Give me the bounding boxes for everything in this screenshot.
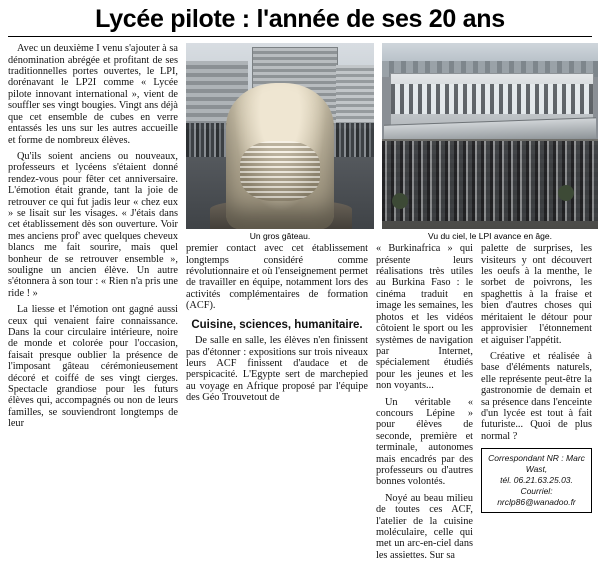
photo-caption: Vu du ciel, le LPI avance en âge.	[428, 231, 552, 242]
photo-aerial	[382, 43, 598, 229]
paragraph: palette de surprises, les visiteurs y ont découvert les oeufs à la menthe, le sorbet de poivrons, les spaghettis à la fraise et bien d'autres choses qui méritaient le détour pour approvisier l'étonnement et aiguiser l'appétit.	[481, 243, 592, 346]
contact-email: Courriel: nrclp86@wanadoo.fr	[497, 486, 576, 508]
section-subhead: Cuisine, sciences, humanitaire.	[191, 318, 363, 331]
paragraph: « Burkinafrica » qui présente leurs réalisations très utiles au Burkina Faso : le cinéma traduit en image les semaines, les photos et les vidéos côtoient le sport ou les systèmes de navigation par Internet, spécialement étudiés pour les jeunes et les non voyants...	[376, 243, 473, 392]
paragraph: La liesse et l'émotion ont gagné aussi ceux qui venaient faire connaissance. Dans la cour circulaire intérieure, noire de monde et colorée pour l'occasion, faisait presque oublier la présence de l'imposant gâteau cérémonieusement décoré et coiffé de ses vingt cierges. Spectacle grandiose pour les futurs élèves qui, accompagnés ou non de leurs familles, se souviendront longtemps de leur	[8, 304, 178, 430]
crowd-region	[382, 141, 598, 221]
header-divider	[8, 36, 592, 37]
page-title: Lycée pilote : l'année de ses 20 ans	[95, 5, 505, 33]
paragraph: Qu'ils soient anciens ou nouveaux, professeurs et lycéens s'étaient donné rendez-vous pour fêter cet anniversaire. L'émotion était grande, tant la joie de retrouver ce qui fut jadis leur « chez eux » se lisait sur les visages. « J'étais dans cet établissement dès son ouverture. Voir mes anciens prof' avec quelques cheveux blancs me fait sourire, mais quel bonheur de se retrouver ensemble », souligne un ancien élève. Un autre s'étonnera à son tour : « Rien n'a pris une ride ! »	[8, 150, 178, 299]
article-columns	[8, 43, 592, 561]
contact-name: Correspondant NR : Marc Wast,	[488, 453, 585, 475]
column-one	[8, 43, 186, 434]
building-tower-secondary	[336, 65, 374, 131]
column-three-left	[376, 243, 481, 566]
photo-cake	[186, 43, 374, 229]
column-three-right	[481, 243, 592, 513]
paragraph: Un véritable « concours Lépine » pour élèves de seconde, première et terminale, autonomes mais encadrés par des professeurs ou d'autres bonnes volontés.	[376, 396, 473, 488]
paragraph: Avec un deuxième I venu s'ajouter à sa dénomination abrégée et profitant de ses traditionnelles portes ouvertes, le LPI, dorénavant le LP2I comme « Lycée pilote innovant international », vient de souffler ses vingt bougies. Vingt ans déjà que cet ensemble de cubes en verre entassés les uns sur les autres accueille et forme de nombreux élèves.	[8, 43, 178, 146]
cake-sculpture	[226, 83, 334, 229]
photo-block-cake	[186, 43, 374, 241]
photo-block-aerial	[382, 43, 598, 241]
paragraph: premier contact avec cet établissement longtemps considéré comme révolutionnaire et où l'enseignement permet de travailler en équipe, notamment lors des activités complémentaires de formation (ACF).	[186, 243, 368, 312]
paragraph: Créative et réalisée à base d'éléments naturels, elle représente peut-être la gastronomie de demain et sa présence dans l'enceinte d'un lycée est tout à fait futuriste... Quoi de plus normal ?	[481, 350, 592, 442]
contact-phone: tél. 06.21.63.25.03.	[500, 475, 573, 486]
paragraph: Noyé au beau milieu de toutes ces ACF, l'atelier de la cuisine moléculaire, celle qui met un arc-en-ciel dans les assiettes. Sur sa	[376, 492, 473, 561]
paragraph: De salle en salle, les élèves n'en finissent pas d'étonner : expositions sur trois niveaux leurs ACF finissent d'audace et de perspicacité. L'Egypte sert de marchepied au voyage en Afrique proposé par l'équipe des Géo Trouvetout de	[186, 335, 368, 404]
photo-row	[186, 43, 598, 241]
photo-caption: Un gros gâteau.	[249, 231, 311, 242]
newspaper-page	[0, 5, 600, 561]
